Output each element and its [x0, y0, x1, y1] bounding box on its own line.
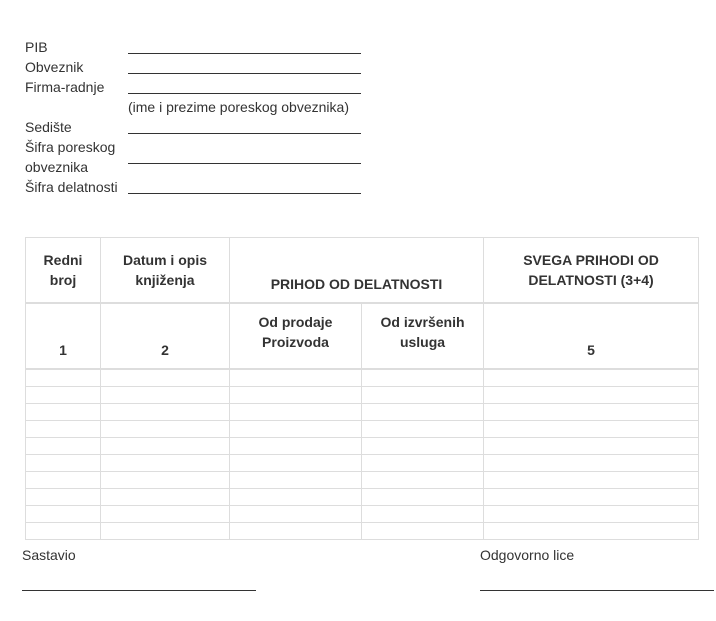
sifra-delatnosti-label: Šifra delatnosti: [25, 179, 118, 195]
table-cell[interactable]: [484, 404, 699, 421]
table-cell[interactable]: [26, 369, 101, 387]
table-row[interactable]: [26, 369, 699, 387]
table-row[interactable]: [26, 404, 699, 421]
table-cell[interactable]: [484, 455, 699, 472]
table-cell[interactable]: [230, 472, 362, 489]
pib-field-line[interactable]: [128, 53, 361, 54]
table-row[interactable]: [26, 506, 699, 523]
table-cell[interactable]: [101, 387, 230, 404]
col3-line2: Proizvoda: [262, 334, 329, 350]
table-cell[interactable]: [484, 523, 699, 540]
table-cell[interactable]: [101, 421, 230, 438]
group-prihod-header: [230, 238, 484, 304]
table-cell[interactable]: [230, 506, 362, 523]
sifra-obveznika-field-line[interactable]: [128, 163, 361, 164]
table-cell[interactable]: [230, 523, 362, 540]
table-cell[interactable]: [230, 387, 362, 404]
firma-field-line[interactable]: [128, 93, 361, 94]
table-cell[interactable]: [26, 472, 101, 489]
table-cell[interactable]: [362, 506, 484, 523]
table-cell[interactable]: [26, 421, 101, 438]
sastavio-label: Sastavio: [22, 547, 76, 563]
table-cell[interactable]: [484, 438, 699, 455]
table-row[interactable]: [26, 438, 699, 455]
table-cell[interactable]: [26, 455, 101, 472]
col-datum-header: [101, 238, 230, 304]
table-cell[interactable]: [362, 404, 484, 421]
col-od-usluga-header: [362, 303, 484, 369]
table-cell[interactable]: [101, 523, 230, 540]
table-row[interactable]: [26, 472, 699, 489]
table-cell[interactable]: [362, 421, 484, 438]
table-cell[interactable]: [484, 472, 699, 489]
table-cell[interactable]: [230, 404, 362, 421]
sediste-label: Sedište: [25, 119, 72, 135]
table-cell[interactable]: [362, 387, 484, 404]
col4-line2: usluga: [399, 334, 446, 350]
col-svega-header: [484, 238, 699, 304]
table-cell[interactable]: [230, 369, 362, 387]
col-redni-broj-header: [26, 238, 101, 304]
table-cell[interactable]: [26, 404, 101, 421]
sastavio-signature-line[interactable]: [22, 590, 256, 591]
sifra-delatnosti-field-line[interactable]: [128, 193, 361, 194]
sediste-field-line[interactable]: [128, 133, 361, 134]
firma-label: Firma-radnje: [25, 79, 105, 95]
col1-line2: broj: [49, 272, 77, 288]
table-cell[interactable]: [101, 489, 230, 506]
table-cell[interactable]: [101, 404, 230, 421]
table-cell[interactable]: [484, 387, 699, 404]
table-cell[interactable]: [484, 369, 699, 387]
table-cell[interactable]: [230, 455, 362, 472]
odgovorno-lice-label: Odgovorno lice: [480, 547, 575, 563]
table-cell[interactable]: [230, 438, 362, 455]
col1-line1: Redni: [43, 252, 83, 268]
table-row[interactable]: [26, 523, 699, 540]
table-cell[interactable]: [101, 369, 230, 387]
table-cell[interactable]: [101, 455, 230, 472]
col-number-5: 5: [484, 303, 699, 369]
table-cell[interactable]: [26, 523, 101, 540]
table-cell[interactable]: [362, 523, 484, 540]
table-cell[interactable]: [26, 438, 101, 455]
col-number-2: 2: [101, 303, 230, 369]
table-row[interactable]: [26, 387, 699, 404]
table-header-row: [26, 238, 699, 304]
col2-line2: knjiženja: [135, 272, 195, 288]
table-cell[interactable]: [362, 438, 484, 455]
table-cell[interactable]: [26, 489, 101, 506]
table-cell[interactable]: [362, 455, 484, 472]
firma-note: (ime i prezime poreskog obveznika): [128, 99, 349, 115]
table-cell[interactable]: [362, 369, 484, 387]
table-cell[interactable]: [362, 489, 484, 506]
pib-label: PIB: [25, 39, 48, 55]
table-cell[interactable]: [484, 506, 699, 523]
col5-line1: SVEGA PRIHODI OD: [523, 252, 659, 268]
sifra-obveznika-label-line1: Šifra poreskog: [25, 139, 116, 155]
table-cell[interactable]: [101, 506, 230, 523]
col5-line2: DELATNOSTI (3+4): [528, 272, 654, 288]
table-cell[interactable]: [484, 421, 699, 438]
table-cell[interactable]: [230, 421, 362, 438]
col-od-prodaje-header: [230, 303, 362, 369]
obveznik-label: Obveznik: [25, 59, 84, 75]
income-ledger-table: [25, 237, 699, 540]
table-cell[interactable]: [101, 472, 230, 489]
table-row[interactable]: [26, 421, 699, 438]
sifra-obveznika-label-line2: obveznika: [25, 159, 89, 175]
table-cell[interactable]: [26, 387, 101, 404]
table-cell[interactable]: [484, 489, 699, 506]
table-subheader-row: [26, 303, 699, 369]
col-number-1: 1: [26, 303, 101, 369]
table-row[interactable]: [26, 489, 699, 506]
table-cell[interactable]: [362, 472, 484, 489]
col2-line1: Datum i opis: [122, 252, 207, 268]
col3-line1: Od prodaje: [258, 314, 333, 330]
table-cell[interactable]: [26, 506, 101, 523]
odgovorno-lice-signature-line[interactable]: [480, 590, 714, 591]
table-cell[interactable]: [230, 489, 362, 506]
group-header-text: PRIHOD OD DELATNOSTI: [270, 276, 443, 292]
obveznik-field-line[interactable]: [128, 73, 361, 74]
col4-line1: Od izvršenih: [380, 314, 465, 330]
table-row[interactable]: [26, 455, 699, 472]
table-cell[interactable]: [101, 438, 230, 455]
